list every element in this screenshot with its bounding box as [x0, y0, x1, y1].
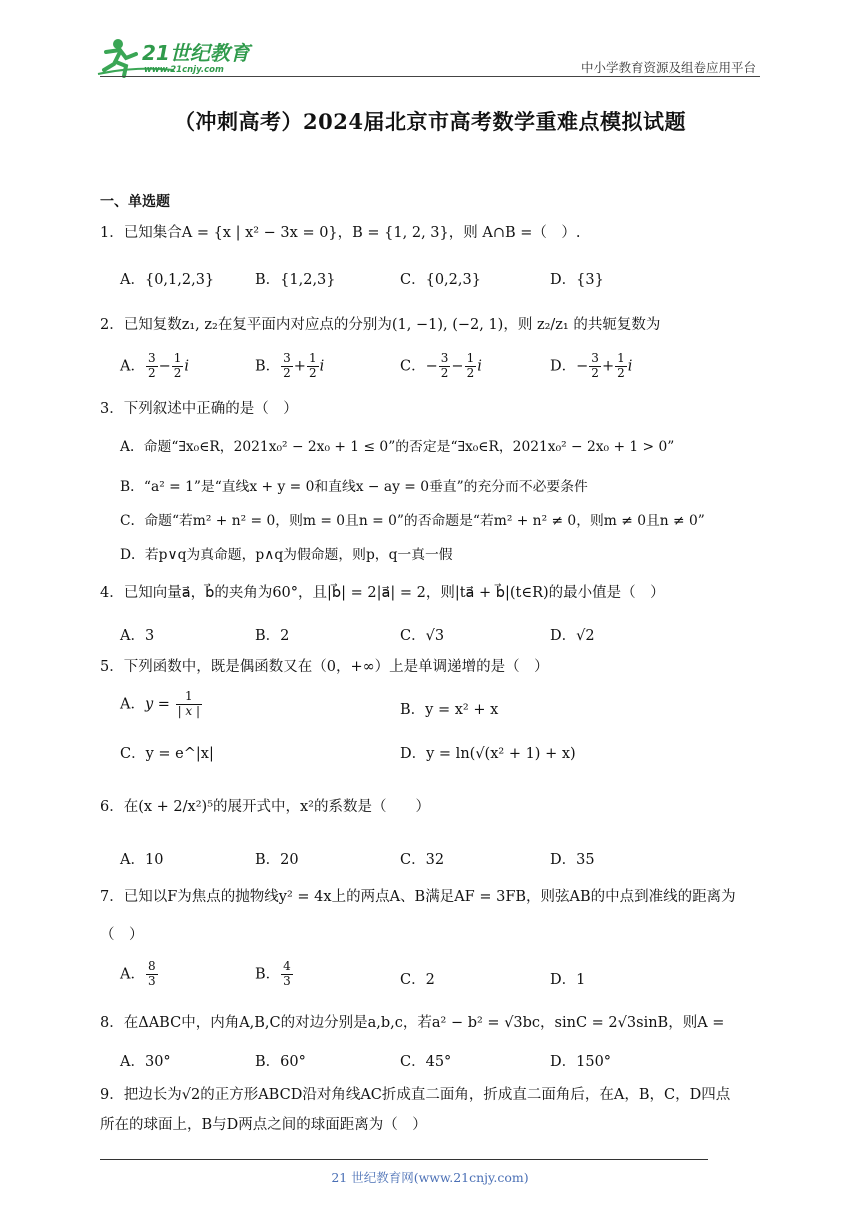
- option-b: B． $\frac{3}{2}$ + $\frac{1}{2}$ i: [255, 351, 325, 380]
- header-divider: [100, 76, 760, 77]
- question-7-options: [120, 960, 780, 996]
- question-8: [100, 1012, 765, 1035]
- option-a: A．y = $\frac{1}{| x |}$: [120, 689, 201, 718]
- option-c: C．√3: [400, 628, 445, 644]
- option-a: A．10: [120, 852, 164, 868]
- option-d: D．若p∨q为真命题，p∧q为假命题，则p，q一真一假: [120, 547, 453, 563]
- option-b: B．20: [255, 852, 299, 868]
- option-c: C．− $\frac{3}{2}$ − $\frac{1}{2}$ i: [400, 351, 482, 380]
- section-heading: 一、单选题: [100, 194, 170, 210]
- question-stem: 已知复数z₁, z₂在复平面内对应点的分别为(1, −1), (−2, 1)，则 z₂/z₁ 的共轭复数为: [123, 317, 661, 333]
- question-stem: 已知集合A = {x | x² − 3x = 0}，B = {1, 2, 3}，则 A∩B =（ ）.: [123, 225, 581, 241]
- option-c: C．45°: [400, 1054, 452, 1070]
- option-a: A．30°: [120, 1054, 171, 1070]
- footer-divider: [100, 1159, 708, 1160]
- option-b: B． $\frac{4}{3}$: [255, 959, 291, 988]
- option-d: D．− $\frac{3}{2}$ + $\frac{1}{2}$ i: [550, 351, 633, 380]
- option-c: C．y = e^|x|: [120, 746, 214, 762]
- logo: [96, 36, 266, 78]
- platform-name: 中小学教育资源及组卷应用平台: [580, 60, 756, 75]
- question-number: 5．: [100, 659, 124, 675]
- question-5-options-row2: [120, 742, 780, 770]
- option-d: D．150°: [550, 1054, 612, 1070]
- question-5: [100, 656, 765, 679]
- option-a: A．命题“∃x₀∈R，2021x₀² − 2x₀ + 1 ≤ 0”的否定是“∃x₀∈R，2021x₀² − 2x₀ + 1 > 0”: [120, 439, 675, 455]
- option-b: B．60°: [255, 1054, 306, 1070]
- question-number: 1．: [100, 225, 124, 241]
- option-b: B．y = x² + x: [400, 702, 499, 718]
- question-stem: 已知以F为焦点的抛物线y² = 4x上的两点A、B满足AF = 3FB，则弦AB的中点到准线的距离为: [123, 889, 736, 905]
- option-d: D．{3}: [550, 272, 604, 288]
- option-b: B．{1,2,3}: [255, 272, 336, 288]
- option-d: D．√2: [550, 628, 595, 644]
- option-d: D．1: [550, 972, 586, 988]
- question-stem: 在ΔABC中，内角A,B,C的对边分别是a,b,c，若a² − b² = √3bc，sinC = 2√3sinB，则A =: [123, 1015, 725, 1031]
- option-a: A．{0,1,2,3}: [120, 272, 215, 288]
- question-number: 4．: [100, 585, 124, 601]
- page-header: [0, 0, 860, 80]
- question-2: [100, 314, 765, 337]
- option-c: C．{0,2,3}: [400, 272, 481, 288]
- question-number: 9．: [100, 1087, 124, 1103]
- question-stem: 下列叙述中正确的是（ ）: [123, 401, 298, 417]
- question-3: [100, 398, 765, 421]
- option-b: B．2: [255, 628, 290, 644]
- option-c: C．命题“若m² + n² = 0，则m = 0且n = 0”的否命题是“若m² + n² ≠ 0，则m ≠ 0且n ≠ 0”: [120, 513, 705, 529]
- question-1: [100, 222, 765, 245]
- option-a: A． $\frac{8}{3}$: [120, 959, 156, 988]
- question-1-options: [120, 268, 780, 296]
- question-6-options: [120, 848, 780, 876]
- question-number: 8．: [100, 1015, 124, 1031]
- option-c: C．2: [400, 972, 435, 988]
- question-number: 3．: [100, 401, 124, 417]
- question-stem: 下列函数中，既是偶函数又在（0，+∞）上是单调递增的是（ ）: [123, 659, 549, 675]
- option-b: B．“a² = 1”是“直线x + y = 0和直线x − ay = 0垂直”的充分而不必要条件: [120, 479, 588, 495]
- document-title: （冲刺高考）2024届北京市高考数学重难点模拟试题: [174, 109, 686, 134]
- question-2-options: [120, 352, 780, 386]
- footer-link[interactable]: 21 世纪教育网(www.21cnjy.com): [331, 1170, 529, 1185]
- logo-url: www.21cnjy.com: [144, 65, 224, 75]
- option-c: C．32: [400, 852, 445, 868]
- question-6: [100, 796, 765, 819]
- question-number: 2．: [100, 317, 124, 333]
- svg-text:21世纪教育: 21世纪教育: [142, 41, 250, 65]
- question-number: 7．: [100, 889, 124, 905]
- question-stem: 在(x + 2/x²)⁵的展开式中，x²的系数是（ ）: [123, 799, 430, 815]
- option-a: A． $\frac{3}{2}$ − $\frac{1}{2}$ i: [120, 351, 190, 380]
- question-9-cont: 所在的球面上，B与D两点之间的球面距离为（ ）: [100, 1117, 427, 1133]
- option-d: D．y = ln(√(x² + 1) + x): [400, 746, 576, 762]
- question-4: [100, 582, 765, 605]
- question-7: [100, 886, 765, 909]
- option-a: A．3: [120, 628, 155, 644]
- question-stem: 把边长为√2的正方形ABCD沿对角线AC折成直二面角，折成直二面角后，在A，B，C，D四点: [123, 1087, 731, 1103]
- question-5-options-row1: [120, 690, 780, 726]
- question-9: [100, 1084, 765, 1107]
- option-d: D．35: [550, 852, 595, 868]
- question-4-options: [120, 624, 780, 652]
- question-7-cont: （ ）: [100, 927, 144, 943]
- question-number: 6．: [100, 799, 124, 815]
- question-stem: 已知向量a⃗，b⃗的夹角为60°，且|b⃗| = 2|a⃗| = 2，则|ta⃗ + b⃗|(t∈R)的最小值是（ ）: [123, 585, 665, 601]
- question-8-options: [120, 1050, 780, 1078]
